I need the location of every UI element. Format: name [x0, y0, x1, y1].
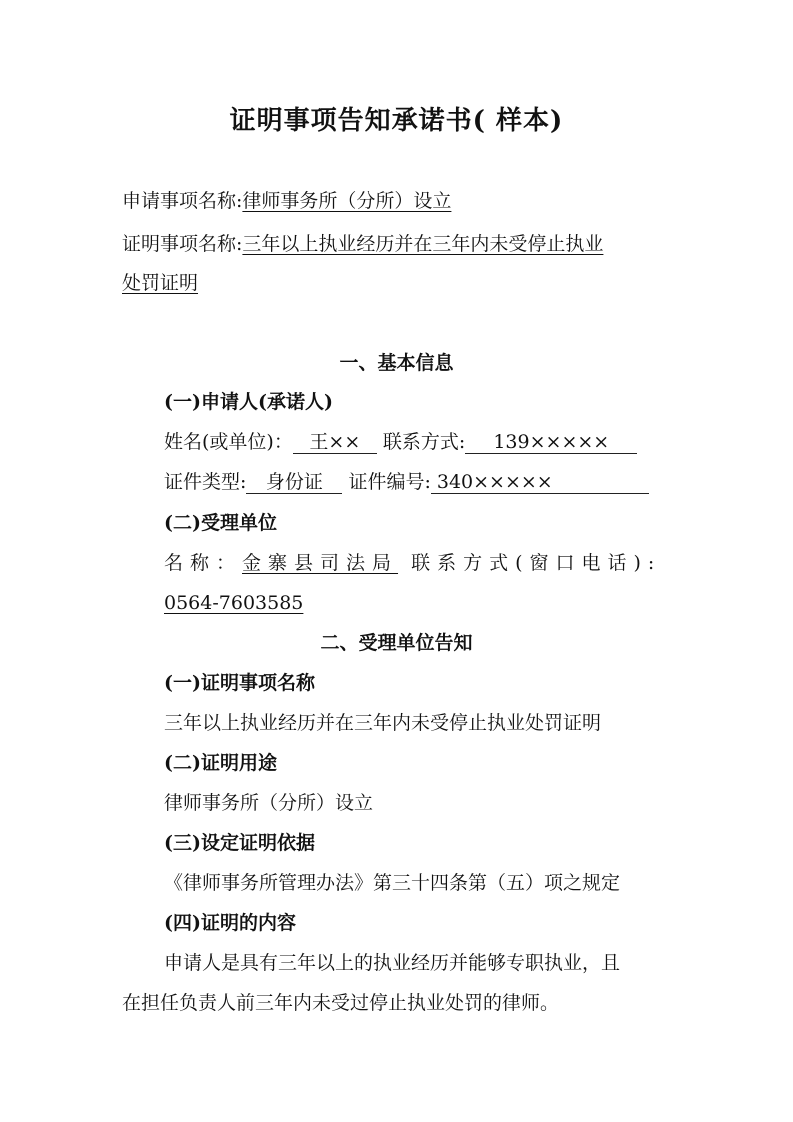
acceptor-name-value: 金寨县司法局 — [242, 552, 399, 574]
document-title: 证明事项告知承诺书( 样本) — [229, 106, 564, 136]
id-no-label: 证件编号: — [348, 471, 431, 493]
id-type-label: 证件类型: — [164, 471, 247, 493]
item1-text: 三年以上执业经历并在三年内未受停止执业处罚证明 — [164, 712, 602, 734]
apply-item-value: 律师事务所（分所）设立 — [242, 190, 452, 212]
section1-heading: 一、基本信息 — [339, 352, 454, 374]
item4-text-line1: 申请人是具有三年以上的执业经历并能够专职执业，且 — [164, 952, 621, 974]
cert-item-value-line2: 处罚证明 — [122, 272, 199, 294]
item3-heading: (三)设定证明依据 — [164, 832, 315, 854]
acceptor-heading: (二)受理单位 — [164, 512, 277, 534]
apply-item-row — [122, 188, 451, 214]
cert-item-row-cont — [122, 270, 198, 296]
contact-value: 139××××× — [465, 431, 637, 454]
cert-item-row — [122, 231, 603, 257]
section2-heading: 二、受理单位告知 — [320, 632, 473, 654]
item4-heading: (四)证明的内容 — [164, 912, 296, 934]
acceptor-phone: 0564-7603585 — [164, 592, 304, 614]
cert-item-label: 证明事项名称: — [122, 233, 243, 255]
apply-item-label: 申请事项名称: — [122, 190, 243, 212]
item3-text: 《律师事务所管理办法》第三十四条第（五）项之规定 — [164, 872, 621, 894]
acceptor-phone-row — [164, 590, 303, 616]
acceptor-name-label: 名称： — [164, 552, 243, 574]
item1-heading: (一)证明事项名称 — [164, 672, 315, 694]
applicant-heading: (一)申请人(承诺人) — [164, 391, 333, 413]
item2-text: 律师事务所（分所）设立 — [164, 792, 374, 814]
id-type-value: 身份证 — [246, 471, 342, 494]
name-value: 王×× — [293, 431, 377, 454]
acceptor-row — [164, 550, 661, 576]
cert-item-value-line1: 三年以上执业经历并在三年内未受停止执业 — [242, 233, 604, 255]
item4-text-line2: 在担任负责人前三年内未受过停止执业处罚的律师。 — [122, 992, 560, 1014]
name-label: 姓名(或单位)： — [164, 431, 293, 453]
contact-label: 联系方式: — [382, 431, 466, 453]
acceptor-contact-label: 联系方式(窗口电话): — [411, 552, 662, 574]
id-no-value: 340××××× — [431, 471, 649, 494]
item2-heading: (二)证明用途 — [164, 752, 277, 774]
id-row — [164, 469, 649, 495]
applicant-name-row — [164, 429, 637, 455]
